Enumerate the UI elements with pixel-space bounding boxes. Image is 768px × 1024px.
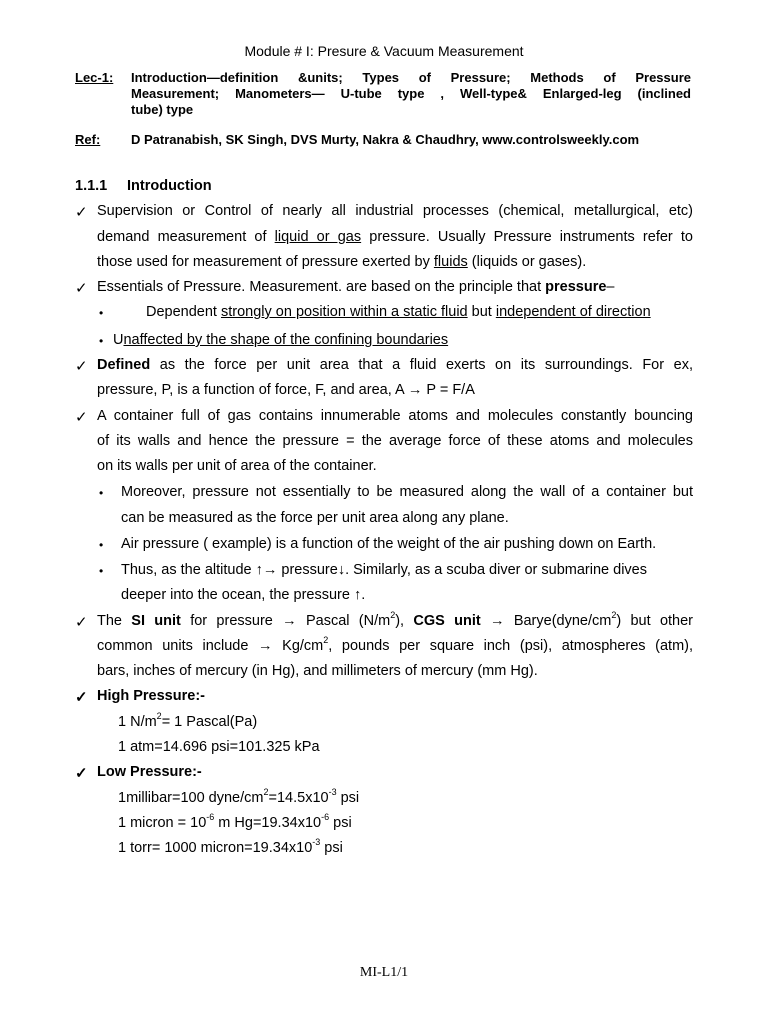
- lecture-label: Lec-1:: [75, 70, 114, 85]
- section-title: Introduction: [127, 178, 212, 194]
- body-line: Defined as the force per unit area that a fluid exerts on its surroundings. For ex,: [97, 357, 693, 373]
- body-line: Supervision or Control of nearly all industrial processes (chemical, metallurgical, etc): [97, 203, 693, 219]
- body-line: Air pressure ( example) is a function of the weight of the air pushing down on Earth.: [121, 536, 657, 552]
- lecture-topics: [131, 70, 691, 118]
- lecture-line: Introduction—definition &units; Types of Pressure; Methods of Pressure: [131, 70, 691, 85]
- body-line: of its walls and hence the pressure = the average force of these atoms and molecules: [97, 433, 693, 449]
- body-line: 1 micron = $10^{-6}$ m $Hg=19.34x10^{-6}$ psi: [118, 812, 352, 831]
- body-line: those used for measurement of pressure exerted by fluids (liquids or gases).: [97, 254, 587, 270]
- arrow-icon: →: [262, 562, 278, 578]
- page-number: MI-L1/1: [359, 965, 409, 980]
- bullet-icon: •: [99, 306, 104, 320]
- check-icon: ✓: [75, 614, 88, 631]
- check-icon: ✓: [75, 409, 88, 426]
- body-line: bars, inches of mercury (in Hg), and millimeters of mercury (mm Hg).: [97, 663, 538, 679]
- arrow-icon: →: [407, 382, 423, 398]
- high-pressure-heading: High Pressure:-: [97, 688, 205, 704]
- body-line: demand measurement of liquid or gas pressure. Usually Pressure instruments refer to: [97, 229, 693, 245]
- section-heading: [75, 178, 212, 194]
- lecture-line: tube) type: [131, 102, 194, 117]
- body-line: The SI unit for pressure → Pascal $(N/m^2)$, CGS unit → $Barye(dyne/cm^2)$ but other: [97, 610, 694, 629]
- check-icon: ✓: [75, 765, 88, 782]
- check-icon: ✓: [75, 204, 88, 221]
- body-line: common units include → $Kg/cm^2$, pounds per square inch (psi), atmospheres (atm),: [97, 635, 694, 654]
- lecture-line: Measurement; Manometers— U-tube type , Well-type& Enlarged-leg (inclined: [131, 86, 691, 101]
- bullet-icon: •: [99, 486, 104, 500]
- ref-text: D Patranabish, SK Singh, DVS Murty, Nakra & Chaudhry, www.controlsweekly.com: [131, 132, 640, 147]
- ref-label: Ref:: [75, 132, 101, 147]
- check-icon: ✓: [75, 358, 88, 375]
- body-line: 1 $N/m^2= 1$ Pascal(Pa): [118, 711, 258, 730]
- arrow-icon: →: [490, 613, 505, 629]
- low-pressure-heading: Low Pressure:-: [97, 764, 202, 780]
- section-number: 1.1.1: [75, 178, 108, 194]
- body-line: 1millibar=100 dyne/$cm^2=14.5x10^{-3}$ psi: [118, 787, 360, 806]
- arrow-icon: →: [282, 613, 297, 629]
- down-arrow-icon: ↓: [337, 562, 346, 578]
- arrow-icon: →: [258, 638, 273, 654]
- up-arrow-icon: ↑: [353, 587, 362, 603]
- body-line: on its walls per unit of area of the container.: [97, 458, 377, 474]
- body-line: Moreover, pressure not essentially to be measured along the wall of a container but: [121, 484, 693, 500]
- bullet-icon: •: [99, 334, 104, 348]
- up-arrow-icon: ↑: [255, 562, 263, 578]
- body-line: A container full of gas contains innumerable atoms and molecules constantly bouncing: [97, 408, 693, 424]
- body-line: Thus, as the altitude ↑→ pressure↓. Similarly, as a scuba diver or submarine dives: [121, 562, 647, 578]
- body-line: can be measured as the force per unit area along any plane.: [121, 510, 509, 526]
- body-line: Unaffected by the shape of the confining boundaries: [113, 332, 449, 348]
- check-icon: ✓: [75, 280, 88, 297]
- body-line: 1 torr= 1000 $micron=19.34x10^{-3}$ psi: [118, 837, 343, 856]
- body-line: pressure, P, is a function of force, F, and area, A → P = F/A: [97, 382, 475, 398]
- bullet-icon: •: [99, 538, 104, 552]
- check-icon: ✓: [75, 689, 88, 706]
- body-line: Dependent strongly on position within a static fluid but independent of direction: [146, 304, 651, 320]
- page-header: Module # I: Presure & Vacuum Measurement: [244, 43, 524, 59]
- body-line: 1 atm=14.696 psi=101.325 kPa: [118, 739, 320, 755]
- body-line: Essentials of Pressure. Measurement. are based on the principle that pressure–: [97, 279, 615, 295]
- body-line: deeper into the ocean, the pressure ↑.: [121, 587, 366, 603]
- bullet-icon: •: [99, 564, 104, 578]
